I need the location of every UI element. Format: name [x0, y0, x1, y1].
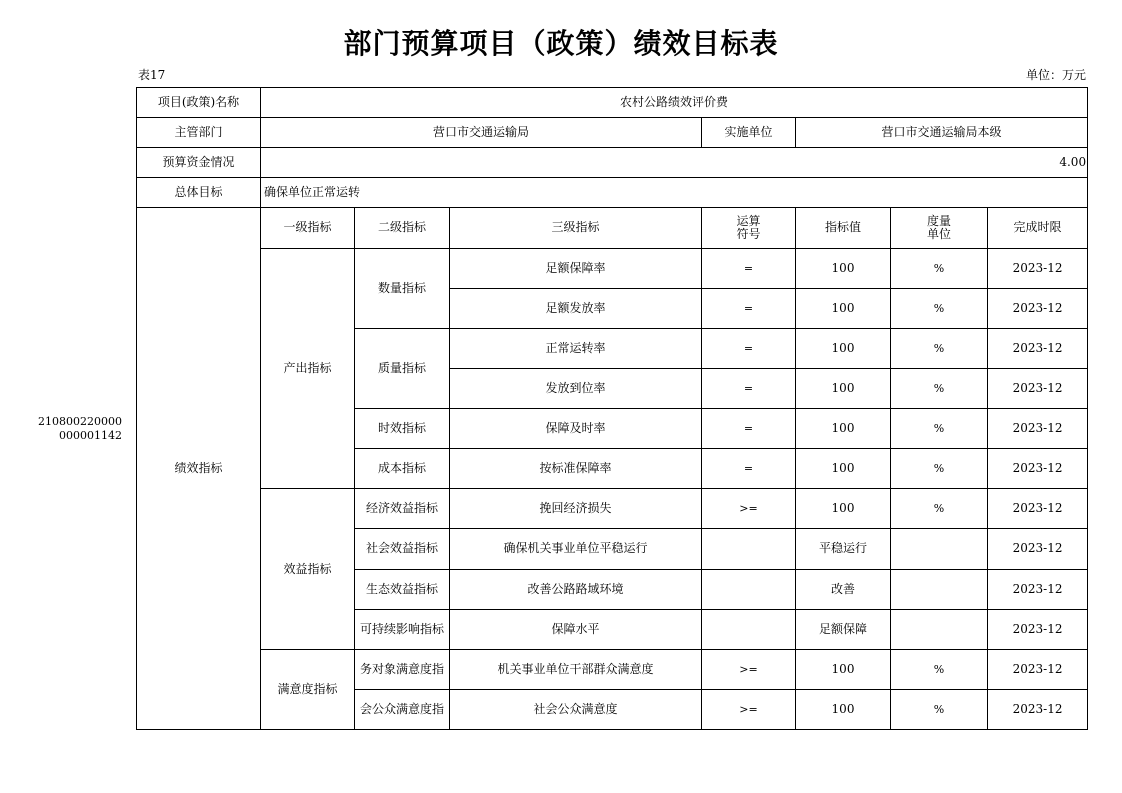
- performance-label: 绩效指标: [137, 208, 261, 730]
- level1-satisfaction: 满意度指标: [261, 649, 355, 729]
- unit-label: 单位：万元: [1025, 68, 1086, 82]
- indicator-name: 发放到位率: [450, 368, 702, 408]
- indicator-value: 100: [796, 449, 891, 489]
- indicator-value: 平稳运行: [796, 529, 891, 569]
- budget-value: 4.00: [261, 148, 1088, 178]
- level2-quantity: 数量指标: [355, 248, 450, 328]
- operator: >=: [702, 649, 796, 689]
- deadline: 2023-12: [988, 609, 1088, 649]
- header-level2: 二级指标: [355, 208, 450, 248]
- operator: =: [702, 409, 796, 449]
- header-operator-line: 符号: [736, 226, 761, 241]
- project-label: 项目(政策)名称: [137, 88, 261, 118]
- measure-unit: [891, 529, 988, 569]
- budget-row: [137, 148, 1088, 178]
- operator: =: [702, 368, 796, 408]
- indicator-name: 确保机关事业单位平稳运行: [450, 529, 702, 569]
- measure-unit: %: [891, 368, 988, 408]
- budget-label: 预算资金情况: [137, 148, 261, 178]
- header-unit-line: 单位: [926, 226, 951, 241]
- level2-quality: 质量指标: [355, 328, 450, 408]
- goal-label: 总体目标: [137, 178, 261, 208]
- indicator-name: 改善公路路域环境: [450, 569, 702, 609]
- header-operator-line: 运算: [736, 213, 761, 228]
- table-number: 表17: [138, 68, 166, 82]
- operator: =: [702, 449, 796, 489]
- operator: [702, 569, 796, 609]
- operator: [702, 529, 796, 569]
- header-unit-line: 度量: [926, 213, 951, 228]
- deadline: 2023-12: [988, 409, 1088, 449]
- side-code-line: 000001142: [59, 429, 122, 442]
- deadline: 2023-12: [988, 569, 1088, 609]
- indicator-name: 保障及时率: [450, 409, 702, 449]
- side-code-line: 210800220000: [38, 415, 122, 428]
- header-level3: 三级指标: [450, 208, 702, 248]
- indicator-value: 100: [796, 409, 891, 449]
- level2-social: 社会效益指标: [355, 529, 450, 569]
- indicator-value: 改善: [796, 569, 891, 609]
- measure-unit: %: [891, 248, 988, 288]
- indicator-value: 100: [796, 328, 891, 368]
- operator: [702, 609, 796, 649]
- dept-row: [137, 118, 1088, 148]
- operator: >=: [702, 489, 796, 529]
- header-value: 指标值: [796, 208, 891, 248]
- table-row: [137, 649, 1088, 689]
- operator: =: [702, 248, 796, 288]
- deadline: 2023-12: [988, 248, 1088, 288]
- header-level1: 一级指标: [261, 208, 355, 248]
- indicator-value: 100: [796, 368, 891, 408]
- measure-unit: %: [891, 689, 988, 729]
- indicator-name: 足额发放率: [450, 288, 702, 328]
- indicator-name: 保障水平: [450, 609, 702, 649]
- measure-unit: %: [891, 649, 988, 689]
- level2-public-satisfaction: 会公众满意度指: [355, 689, 450, 729]
- level2-sustainable: 可持续影响指标: [355, 609, 450, 649]
- deadline: 2023-12: [988, 288, 1088, 328]
- indicator-name: 挽回经济损失: [450, 489, 702, 529]
- side-code: [30, 415, 122, 443]
- indicator-value: 100: [796, 489, 891, 529]
- deadline: 2023-12: [988, 449, 1088, 489]
- level1-output: 产出指标: [261, 248, 355, 489]
- indicator-value: 100: [796, 689, 891, 729]
- level2-service-satisfaction: 务对象满意度指: [355, 649, 450, 689]
- goal-value: 确保单位正常运转: [261, 178, 1088, 208]
- goal-row: [137, 178, 1088, 208]
- level2-timeliness: 时效指标: [355, 409, 450, 449]
- level2-economic: 经济效益指标: [355, 489, 450, 529]
- indicator-name: 正常运转率: [450, 328, 702, 368]
- indicator-name: 社会公众满意度: [450, 689, 702, 729]
- level2-ecological: 生态效益指标: [355, 569, 450, 609]
- operator: =: [702, 288, 796, 328]
- deadline: 2023-12: [988, 529, 1088, 569]
- measure-unit: %: [891, 489, 988, 529]
- level2-cost: 成本指标: [355, 449, 450, 489]
- project-row: [137, 88, 1088, 118]
- indicator-name: 按标准保障率: [450, 449, 702, 489]
- indicator-value: 足额保障: [796, 609, 891, 649]
- table-row: [137, 248, 1088, 288]
- measure-unit: [891, 569, 988, 609]
- measure-unit: %: [891, 449, 988, 489]
- dept-label: 主管部门: [137, 118, 261, 148]
- measure-unit: %: [891, 288, 988, 328]
- project-value: 农村公路绩效评价费: [261, 88, 1088, 118]
- header-unit: [891, 208, 988, 248]
- performance-table: [136, 87, 1088, 730]
- deadline: 2023-12: [988, 328, 1088, 368]
- header-deadline: 完成时限: [988, 208, 1088, 248]
- indicator-name: 足额保障率: [450, 248, 702, 288]
- operator: >=: [702, 689, 796, 729]
- measure-unit: %: [891, 409, 988, 449]
- header-operator: [702, 208, 796, 248]
- operator: =: [702, 328, 796, 368]
- indicator-value: 100: [796, 649, 891, 689]
- measure-unit: %: [891, 328, 988, 368]
- page-title: 部门预算项目（政策）绩效目标表: [343, 27, 779, 60]
- header-row: [137, 208, 1088, 248]
- indicator-name: 机关事业单位干部群众满意度: [450, 649, 702, 689]
- deadline: 2023-12: [988, 368, 1088, 408]
- deadline: 2023-12: [988, 689, 1088, 729]
- level1-benefit: 效益指标: [261, 489, 355, 650]
- dept-value: 营口市交通运输局: [261, 118, 702, 148]
- measure-unit: [891, 609, 988, 649]
- impl-label: 实施单位: [702, 118, 796, 148]
- deadline: 2023-12: [988, 489, 1088, 529]
- table-row: [137, 489, 1088, 529]
- impl-value: 营口市交通运输局本级: [796, 118, 1088, 148]
- deadline: 2023-12: [988, 649, 1088, 689]
- indicator-value: 100: [796, 248, 891, 288]
- indicator-value: 100: [796, 288, 891, 328]
